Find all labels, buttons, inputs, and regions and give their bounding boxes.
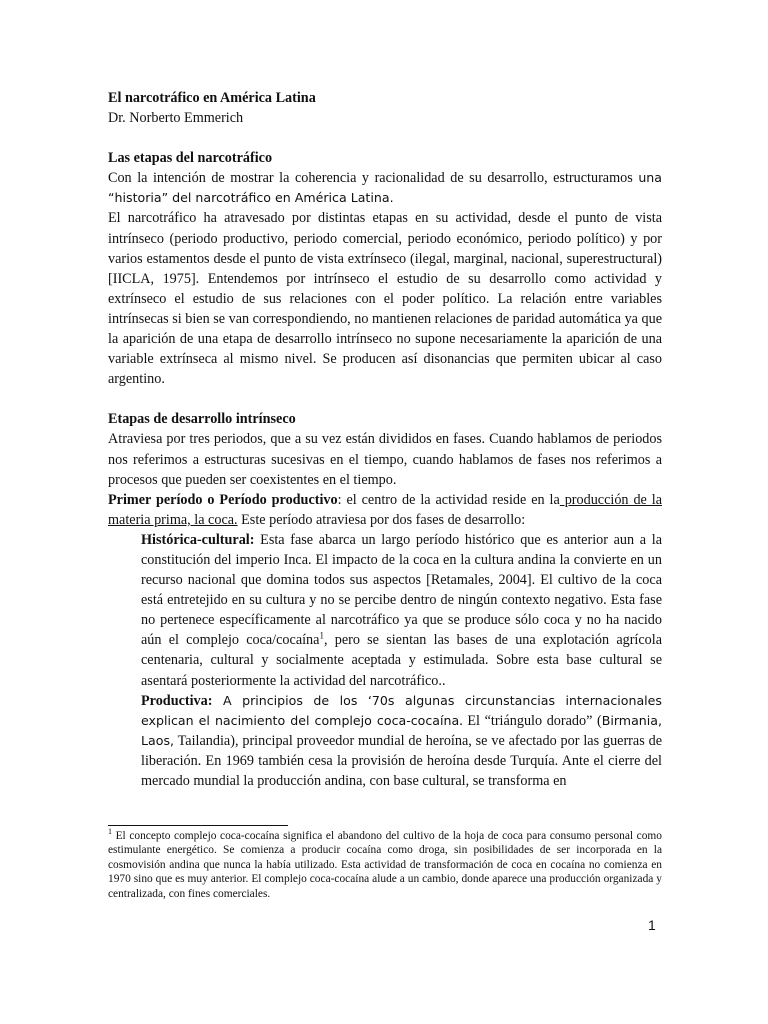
page-number: 1 xyxy=(648,917,656,933)
footnote-text: El concepto complejo coca-cocaína significa el abandono del cultivo de la hoja de coca para consumo personal como estimulante energético. Se comienza a producir cocaína como droga, sin posibilidades de ser incorporada en la cosmovisión andina que nunca la había utilizado. Esta actividad de transformación de coca en cocaína no comienza en 1970 sino que es muy anterior. El complejo coca-cocaína alude a un cambio, donde aparece una producción organizada y centralizada, con fines comerciales. xyxy=(108,830,662,900)
spacer xyxy=(108,389,662,409)
spacer xyxy=(108,128,662,148)
phase2-text-continued: Tailandia), principal proveedor mundial de heroína, se ve afectado por las guerras de liberación. En 1969 también cesa la provisión de heroína desde Turquía. Ante el cierre del mercado mundial la producción andina, con base cultural, se transforma en xyxy=(141,732,662,789)
paragraph-periodos: Atraviesa por tres periodos, que a su vez están divididos en fases. Cuando hablamos de periodos nos referimos a estructuras sucesivas en el tiempo, cuando hablamos de fases nos referimos a procesos que pueden ser coexistentes en el tiempo. xyxy=(108,431,662,488)
intro-period: . xyxy=(389,190,394,206)
phase1-text: Esta fase abarca un largo período histórico que es anterior aun a la constitución del imperio Inca. El impacto de la coca en la cultura andina la convierte en un recurso nacional que domina todos sus aspectos [Retamales, 2004]. El cultivo de la coca está entretejido en su cultura y no se percibe dentro de ningún contexto negativo. Esta fase no pertenece específicamente al narcotráfico ya que se produce sólo coca y no ha nacido aún el complejo coca/cocaína xyxy=(141,531,662,649)
period1-end: Este período atraviesa por dos fases de desarrollo: xyxy=(237,511,526,528)
intro-text: Con la intención de mostrar la coherencia y racionalidad de su desarrollo, estructuramos xyxy=(108,170,633,187)
intro-sans-text: una “historia” del narcotráfico en América Latina xyxy=(108,170,662,206)
footnote-reference[interactable]: 1 xyxy=(319,630,324,641)
footnote-marker: 1 xyxy=(108,827,112,837)
phase2-label: Productiva: xyxy=(141,692,213,709)
phase1-text-continued: , pero se sientan las bases de una explotación agrícola centenaria, cultural y socialmente aceptada y estimulada. Sobre esta base cultural se asentará posteriormente la actividad del narcotráfico.. xyxy=(141,632,663,689)
phase2-sans-text: A principios de los ‘70s algunas circunstancias internacionales explican el nacimiento del complejo coca-cocaína xyxy=(141,692,662,728)
section-heading-intrinseco: Etapas de desarrollo intrínseco xyxy=(108,411,296,428)
body-content xyxy=(108,88,662,791)
paragraph-etapas: El narcotráfico ha atravesado por distintas etapas en su actividad, desde el punto de vista intrínseco (periodo productivo, periodo comercial, periodo económico, periodo político) y por varios estamentos desde el punto de vista extrínseco (ilegal, marginal, nacional, superestructural) [IICLA, 1975]. Entendemos por intrínseco el estudio de su desarrollo como actividad y extrínseco el estudio de sus relaciones con el poder político. La relación entre variables intrínsecas si bien se van correspondiendo, no mantienen relaciones de paridad automática ya que la aparición de una etapa de desarrollo intrínseco no supone necesariamente la aparición de una variable extrínseca al mismo nivel. Se producen así disonancias que permiten ubicar al caso argentino. xyxy=(108,210,662,388)
period1-text: : el centro de la actividad reside en la xyxy=(337,491,560,508)
paragraph-historica-cultural xyxy=(141,530,662,691)
paragraph-intro xyxy=(108,168,662,208)
paragraph-primer-periodo xyxy=(108,490,662,530)
phase1-label: Histórica-cultural: xyxy=(141,531,255,548)
period1-label: Primer período o Período productivo xyxy=(108,491,338,508)
paragraph-productiva xyxy=(141,691,662,791)
phase2-sans-countries: Birmania, Laos, xyxy=(141,712,662,748)
footnote-divider xyxy=(108,825,288,826)
phase2-text: . El “triángulo dorado” ( xyxy=(459,712,602,729)
document-title: El narcotráfico en América Latina xyxy=(108,90,316,106)
period1-underlined-text: producción de la materia prima, la coca. xyxy=(108,491,663,528)
section-heading-etapas: Las etapas del narcotráfico xyxy=(108,150,273,167)
document-author: Dr. Norberto Emmerich xyxy=(108,110,244,127)
footnote xyxy=(108,829,662,901)
